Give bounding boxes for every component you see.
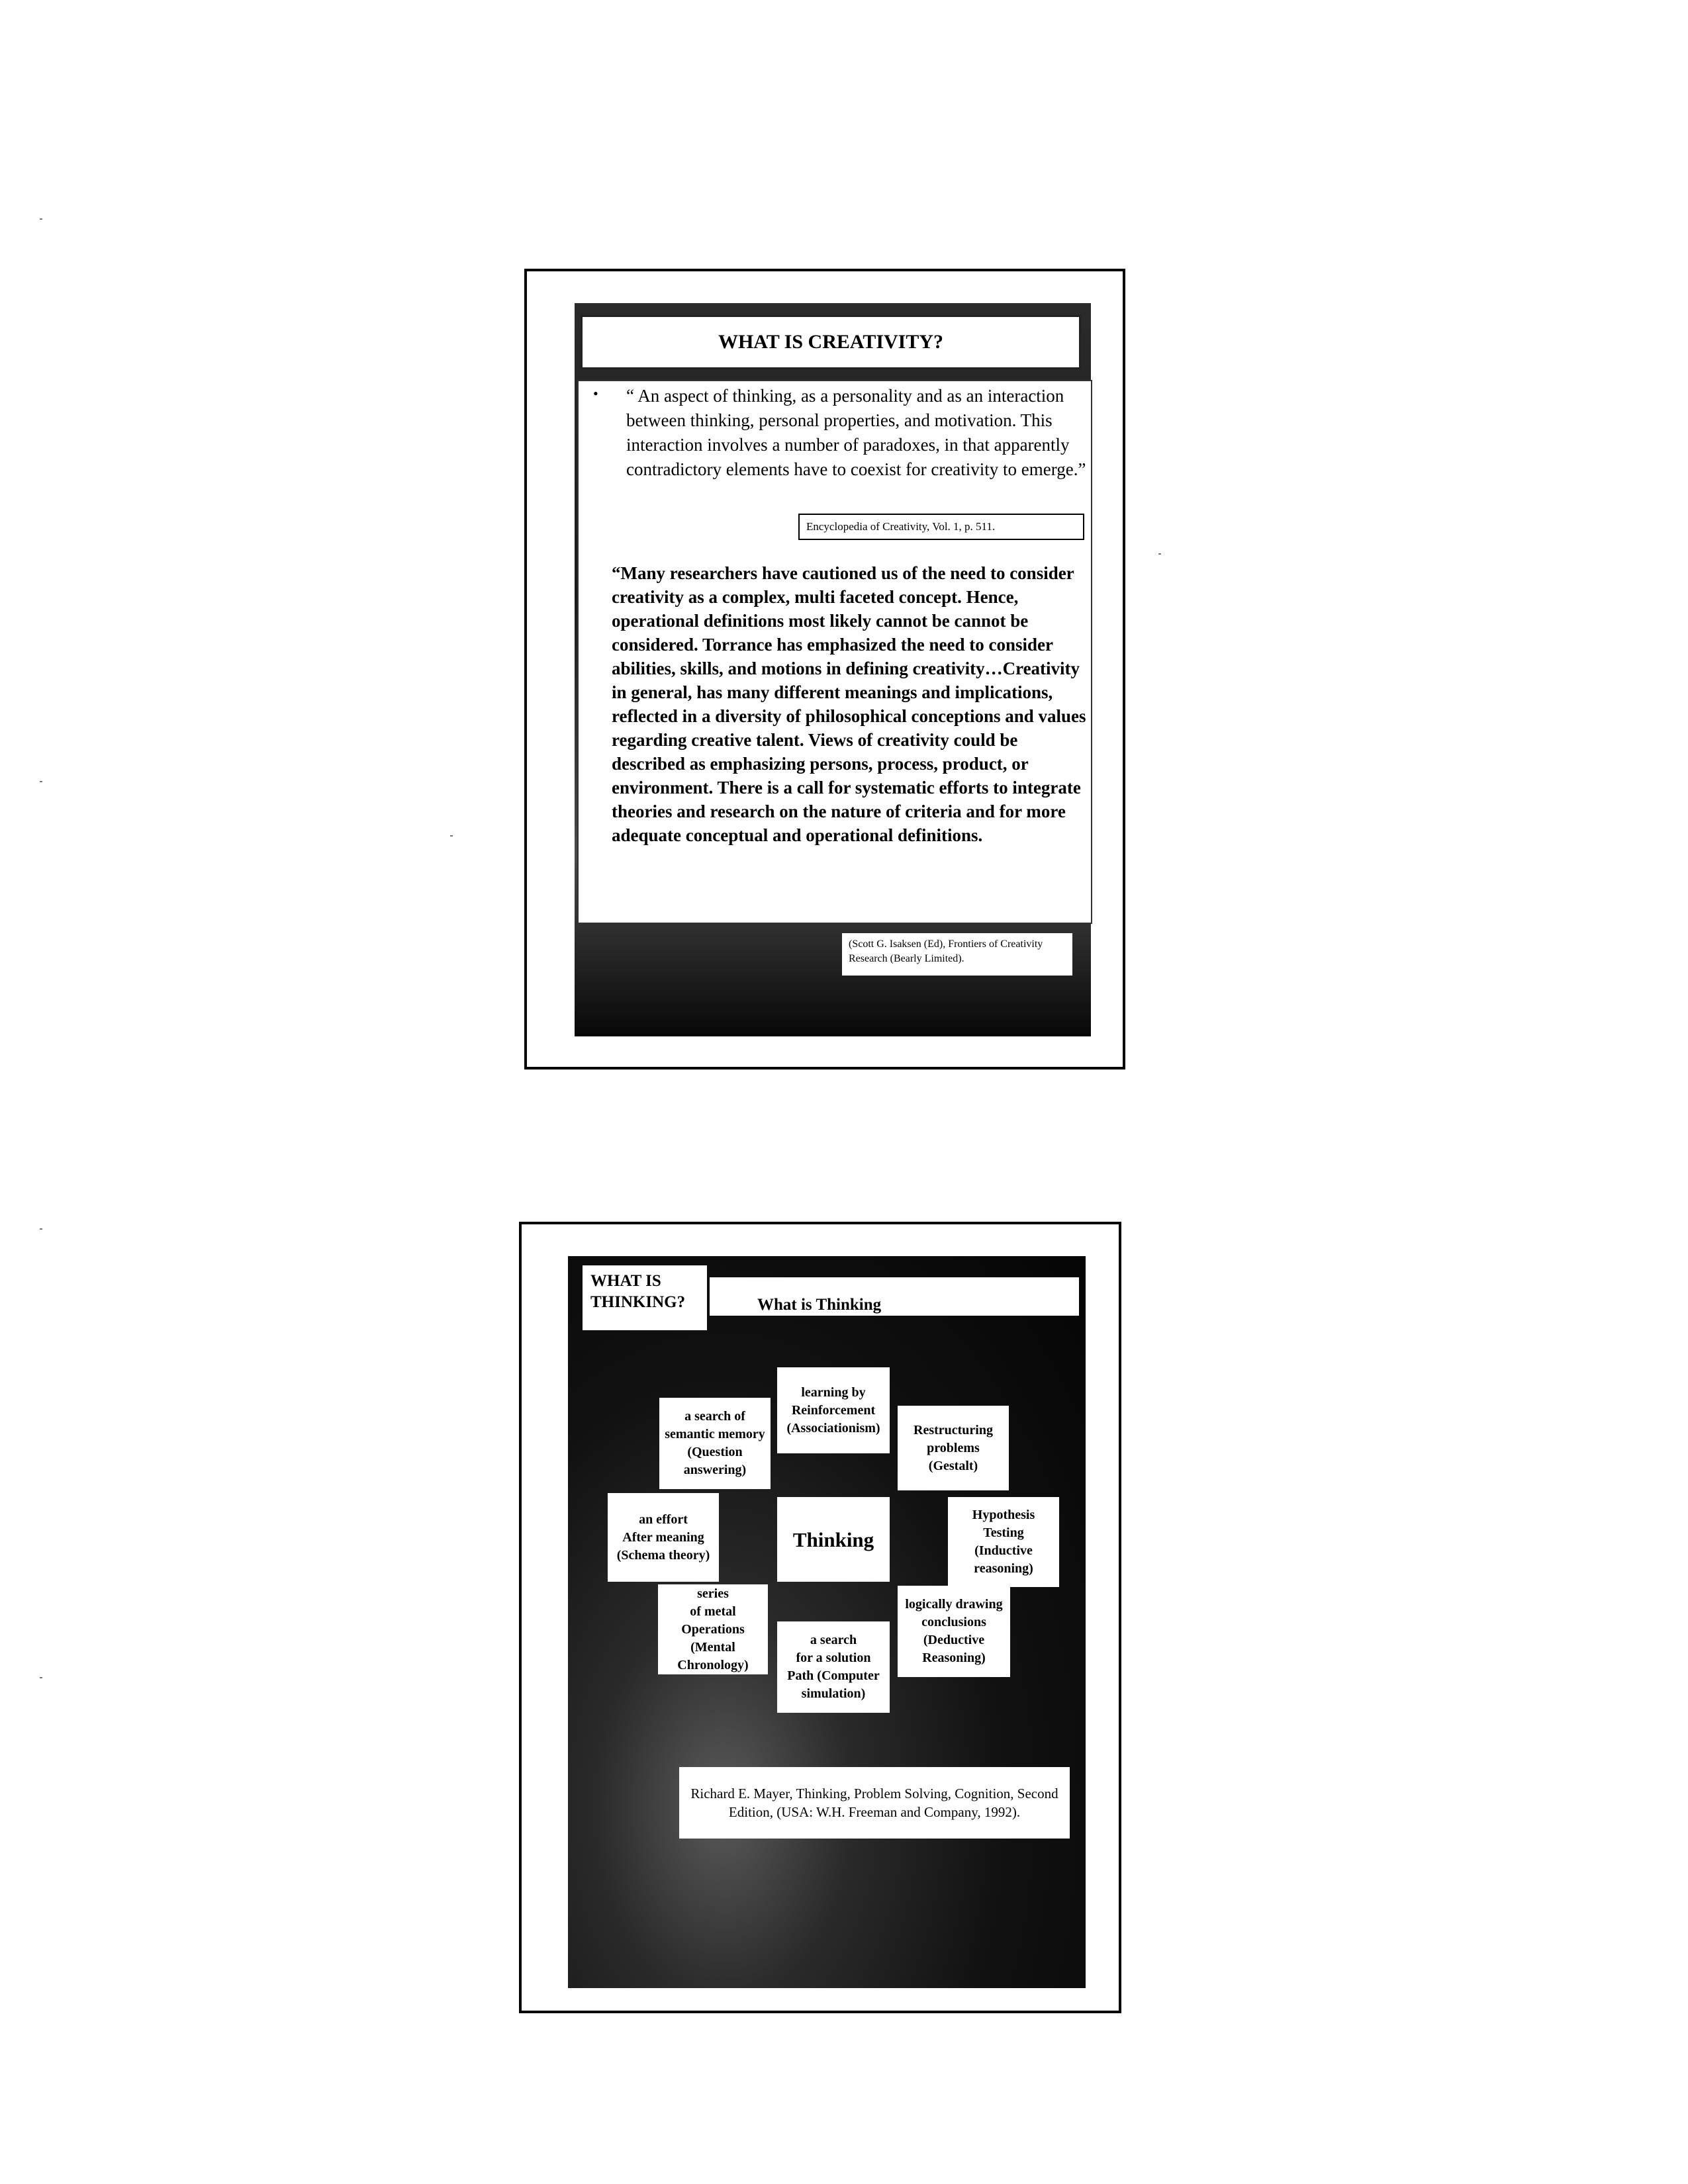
bullet-point: • xyxy=(593,385,598,402)
scan-speck xyxy=(40,781,42,782)
node-mental-operations: series of metal Operations (Mental Chronology) xyxy=(658,1584,768,1674)
scan-speck xyxy=(1158,553,1161,555)
node-hypothesis-testing: Hypothesis Testing (Inductive reasoning) xyxy=(948,1497,1059,1587)
node-semantic-memory: a search of semantic memory (Question answering) xyxy=(659,1398,771,1489)
creativity-definition-quote: “ An aspect of thinking, as a personality and as an interaction between thinking, personal properties, and motivation. This interaction involves a number of paradoxes, in that apparently contradictory elements have to coexist for creativity to emerge.” xyxy=(626,386,1086,479)
isaksen-citation: (Scott G. Isaksen (Ed), Frontiers of Creativity Research (Bearly Limited). xyxy=(842,933,1072,976)
slide-2-title-label: WHAT IS THINKING? xyxy=(583,1265,707,1330)
scan-speck xyxy=(40,1228,42,1230)
encyclopedia-citation: Encyclopedia of Creativity, Vol. 1, p. 511. xyxy=(798,514,1084,540)
node-restructuring: Restructuring problems (Gestalt) xyxy=(898,1406,1009,1490)
mayer-citation: Richard E. Mayer, Thinking, Problem Solving, Cognition, Second Edition, (USA: W.H. Freeman and Company, 1992). xyxy=(679,1767,1070,1839)
slide-1-title: WHAT IS CREATIVITY? xyxy=(581,315,1081,369)
node-reinforcement: learning by Reinforcement (Associationism) xyxy=(777,1367,890,1453)
slide-2-header: What is Thinking xyxy=(710,1277,1079,1316)
scan-speck xyxy=(450,835,453,837)
node-solution-path: a search for a solution Path (Computer simulation) xyxy=(777,1621,890,1713)
scan-speck xyxy=(40,1677,42,1678)
node-logical-conclusions: logically drawing conclusions (Deductive Reasoning) xyxy=(898,1586,1010,1677)
researchers-quote: “Many researchers have cautioned us of the need to consider creativity as a complex, multi faceted concept. Hence, operational definitions most likely cannot be cannot be considered. Torrance has emphasized the need to consider abilities, skills, and motions in defining creativity…Creativity in general, has many different meanings and implications, reflected in a diversity of philosophical conceptions and values regarding creative talent. Views of creativity could be described as emphasizing persons, process, product, or environment. There is a call for systematic efforts to integrate theories and research on the nature of criteria and for more adequate conceptual and operational definitions. xyxy=(612,563,1086,845)
node-thinking-center: Thinking xyxy=(777,1497,890,1582)
scan-speck xyxy=(40,218,42,220)
node-effort-after-meaning: an effort After meaning (Schema theory) xyxy=(608,1493,719,1582)
